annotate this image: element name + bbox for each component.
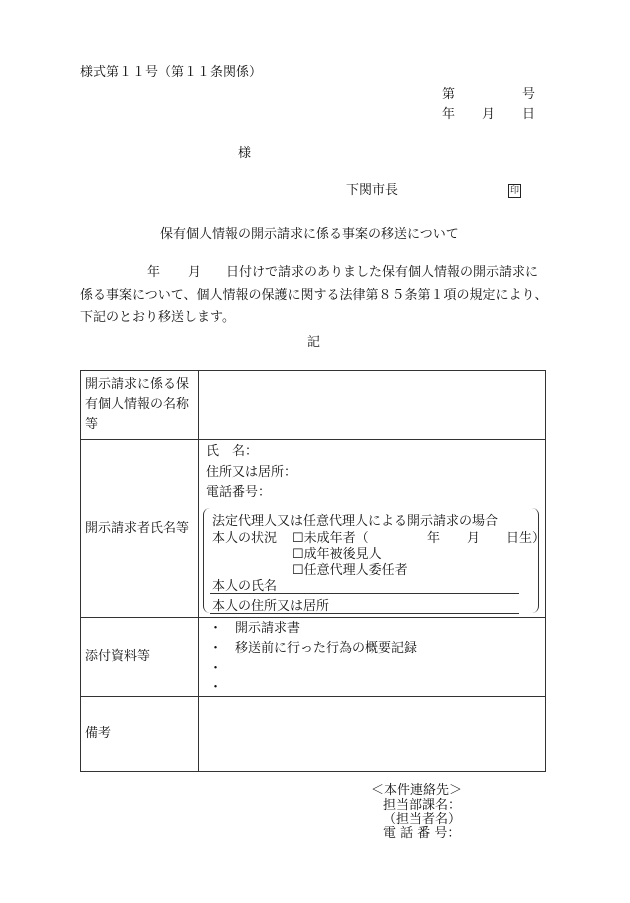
contact-person: （担当者名） — [383, 812, 462, 827]
seal-mark: 印 — [509, 186, 519, 196]
info-name-label-line: 等 — [85, 417, 99, 432]
body-line-1: 日付けで請求のありました保有個人情報の開示請求に — [226, 265, 539, 280]
attachment-item[interactable]: ・ — [209, 661, 223, 676]
contact-department: 担当部課名： — [383, 798, 462, 813]
requester-phone-field[interactable]: 電話番号： — [206, 485, 272, 500]
date-day: 日 — [522, 107, 536, 122]
date-year: 年 — [442, 107, 456, 122]
info-name-value-cell[interactable] — [199, 371, 546, 440]
table-row-attachments — [81, 618, 546, 697]
birth-year: 年 — [427, 531, 441, 546]
remarks-value-cell[interactable] — [199, 697, 546, 772]
transfer-detail-table — [80, 370, 546, 772]
status-option-minor[interactable]: ☐未成年者（ — [292, 531, 369, 546]
ki-heading: 記 — [307, 335, 321, 350]
body-line-2: 係る事案について、個人情報の保護に関する法律第８５条第１項の規定により、 — [80, 288, 548, 303]
principal-name-field[interactable]: 本人の氏名 — [212, 579, 278, 594]
remarks-label: 備考 — [81, 697, 199, 772]
table-row-remarks — [81, 697, 546, 772]
info-name-label-line: 開示請求に係る保 — [85, 377, 190, 392]
attachment-item[interactable]: ・ — [209, 680, 223, 695]
birth-month: 月 — [467, 531, 481, 546]
status-option-adult-ward[interactable]: ☐成年被後見人 — [292, 547, 382, 562]
principal-address-field[interactable]: 本人の住所又は居所 — [212, 599, 330, 614]
requester-value-cell — [199, 440, 546, 618]
attachments-label: 添付資料等 — [81, 618, 199, 697]
agent-heading: 法定代理人又は任意代理人による開示請求の場合 — [212, 514, 499, 529]
principal-status-label: 本人の状況 — [212, 531, 278, 546]
principal-name-underline — [210, 593, 519, 594]
date-month: 月 — [482, 107, 496, 122]
status-option-voluntary-principal[interactable]: ☐任意代理人委任者 — [292, 563, 408, 578]
info-name-label — [81, 371, 199, 440]
contact-phone: 電 話 番 号： — [383, 826, 461, 841]
addressee-suffix: 様 — [238, 146, 252, 161]
doc-number-prefix: 第 — [442, 87, 456, 102]
principal-address-underline — [210, 613, 519, 614]
document-title: 保有個人情報の開示請求に係る事案の移送について — [160, 227, 459, 242]
info-name-label-line: 有個人情報の名称 — [85, 397, 190, 412]
attachment-item: ・ 移送前に行った行為の概要記録 — [209, 641, 418, 656]
doc-number-suffix: 号 — [522, 87, 536, 102]
requester-name-field[interactable]: 氏 名： — [206, 444, 259, 459]
requester-label: 開示請求者氏名等 — [81, 440, 199, 618]
sender-name: 下関市長 — [346, 183, 399, 198]
form-number: 様式第１１号（第１１条関係） — [80, 65, 263, 80]
requester-address-field[interactable]: 住所又は居所： — [206, 465, 298, 480]
contact-heading: ＜本件連絡先＞ — [371, 783, 463, 798]
table-row-info-name — [81, 371, 546, 440]
body-line-3: 下記のとおり移送します。 — [80, 310, 235, 325]
body-date-year: 年 — [147, 265, 161, 280]
table-row-requester — [81, 440, 546, 618]
body-date-month: 月 — [188, 265, 202, 280]
attachments-value-cell — [199, 618, 546, 697]
birth-day: 日生） — [506, 531, 546, 546]
attachment-item: ・ 開示請求書 — [209, 621, 301, 636]
